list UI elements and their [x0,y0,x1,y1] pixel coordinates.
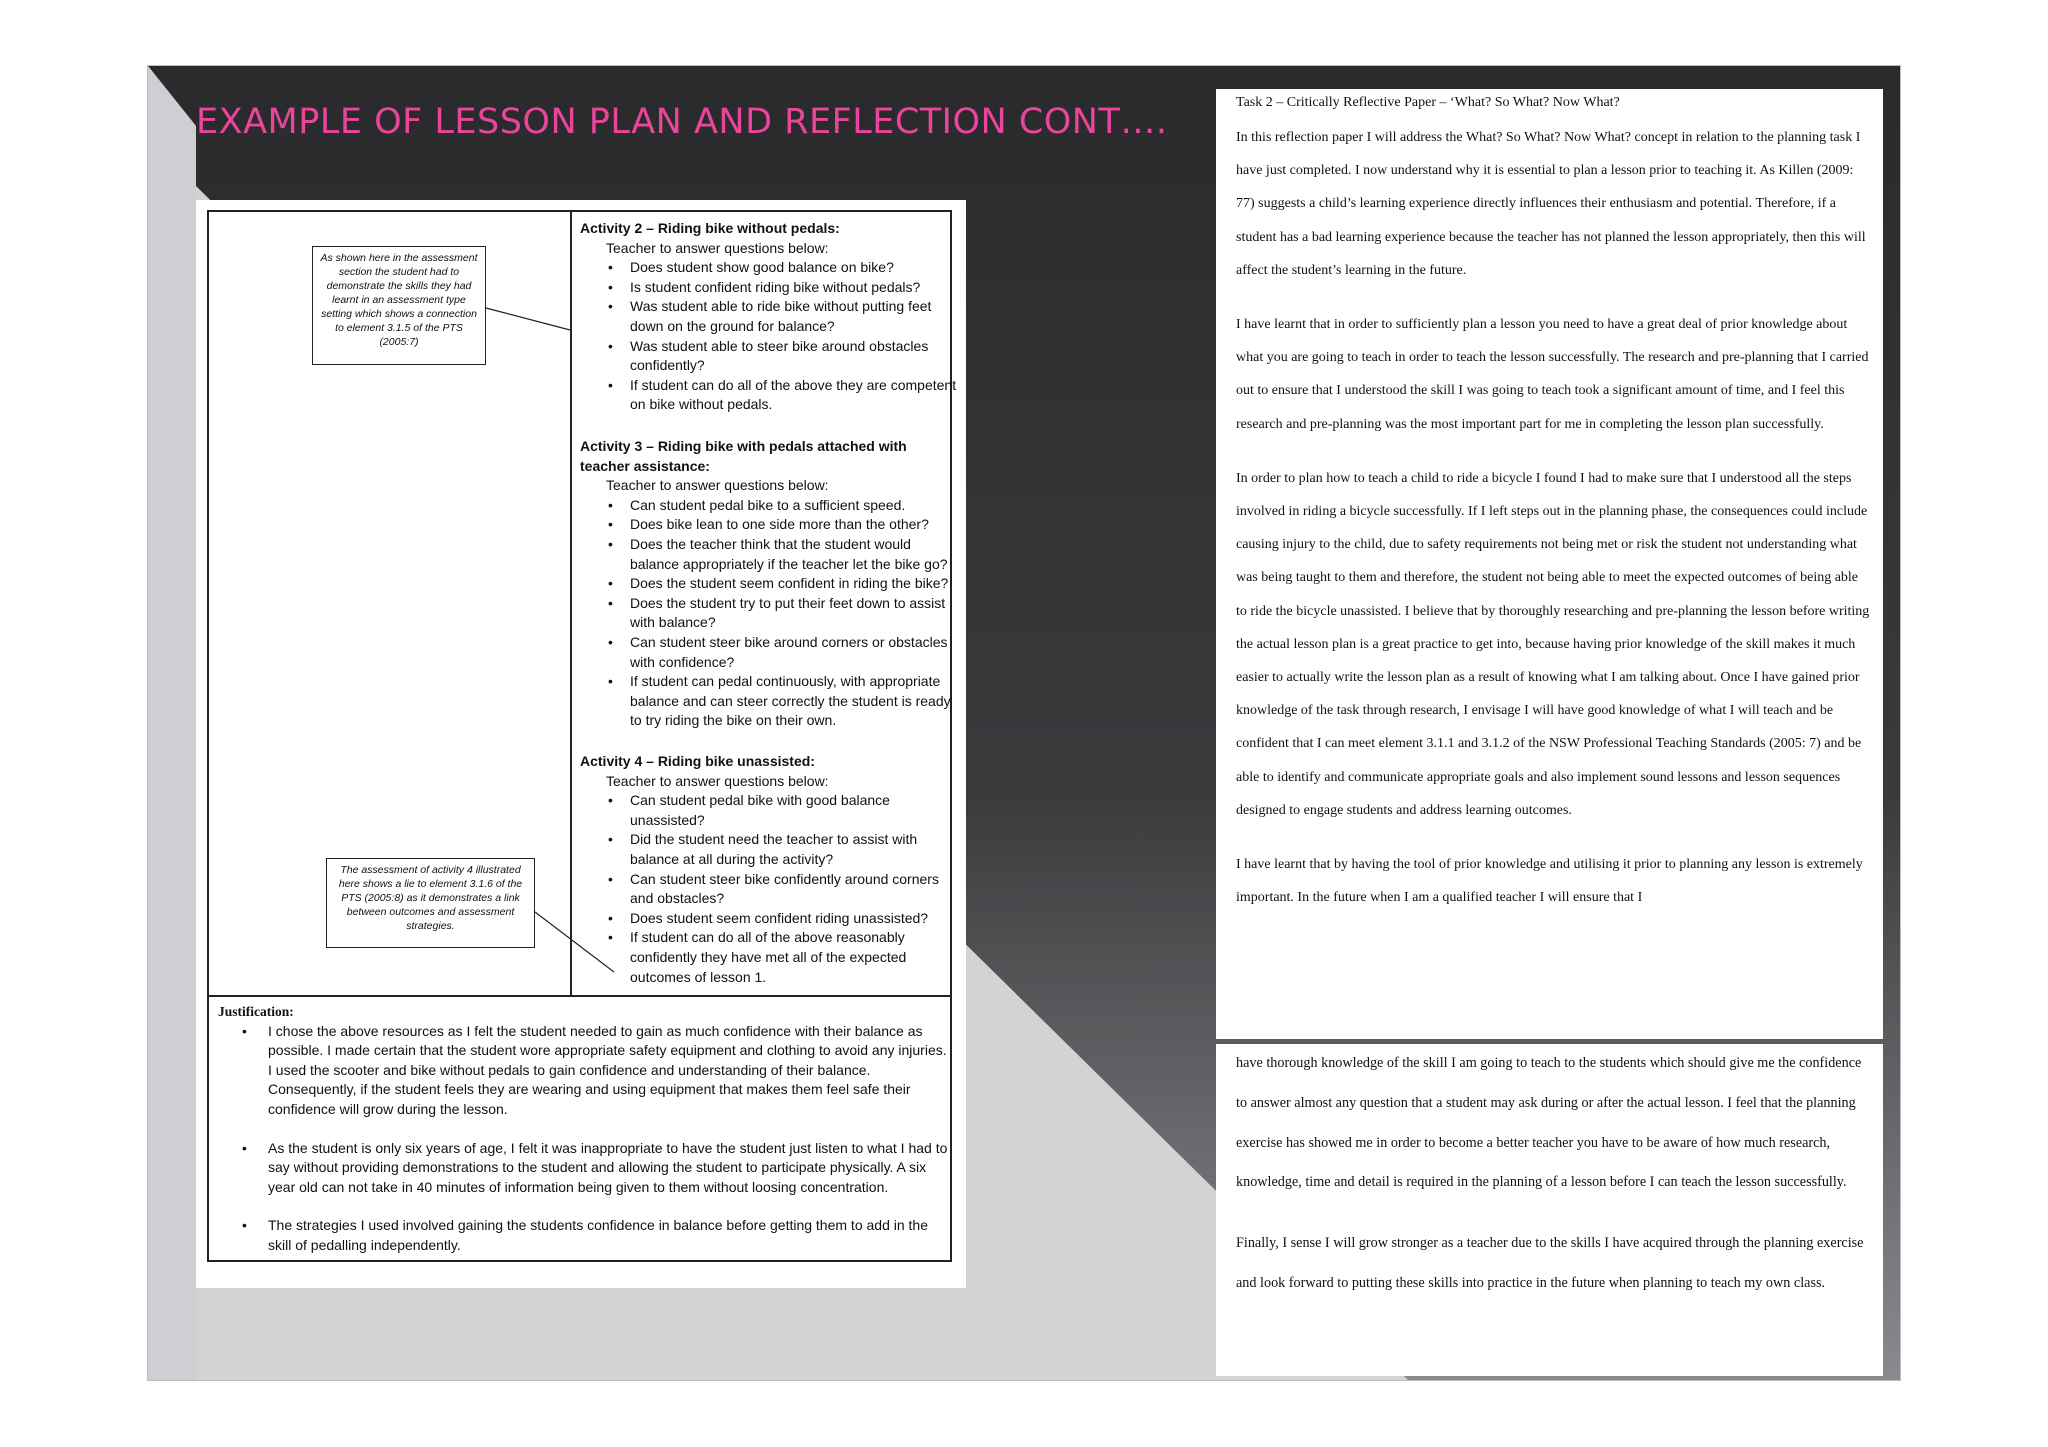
activity-title: Activity 3 – Riding bike with pedals attached with teacher assistance: [580,438,907,474]
reflection-paragraph: Finally, I sense I will grow stronger as a teacher due to the skills I have acquired through the planning exercise and look forward to putting these skills into practice in the future when planning to teach my own class. [1236,1235,1864,1291]
activity-intro: Teacher to answer questions below: [606,239,829,256]
question-item: • Was student able to ride bike without putting feet down on the ground for balance? [580,297,960,336]
slide [148,66,1900,1380]
question-item: • Did the student need the teacher to assist with balance at all during the activity? [580,830,960,869]
activity-intro: Teacher to answer questions below: [606,477,829,494]
reflection-paragraph: have thorough knowledge of the skill I am going to teach to the students which should give me the confidence to answer almost any question that a student may ask during or after the actual lesson. I feel that the planning exercise has showed me in order to become a better teacher you have to be aware of how much research, knowledge, time and detail is required in the planning of a lesson before I can teach the lesson successfully. [1236,1055,1862,1191]
question-item: • Does student seem confident riding unassisted? [580,909,960,929]
justification-item: • The strategies I used involved gaining the students confidence in balance before getting them to add in the skill of pedalling independently. [218,1216,948,1255]
question-item: • Does the teacher think that the student would balance appropriately if the teacher let the bike go? [580,535,960,574]
slide-title: EXAMPLE OF LESSON PLAN AND REFLECTION CONT…. [196,102,1168,142]
activity-4 [580,752,960,987]
question-item: • Can student pedal bike to a sufficient speed. [580,496,960,516]
question-item: • If student can do all of the above reasonably confidently they have met all of the expected outcomes of lesson 1. [580,928,960,987]
question-item: • Does the student try to put their feet down to assist with balance? [580,594,960,633]
question-item: • If student can pedal continuously, with appropriate balance and can steer correctly the student is ready to try riding the bike on their own. [580,672,960,731]
connector-line-1 [486,308,570,330]
question-list [580,791,960,987]
reflection-paper-page-2 [1216,1044,1883,1376]
reflection-paper-page-1 [1216,89,1883,1039]
justification-list [218,1022,948,1256]
reflection-heading: Task 2 – Critically Reflective Paper – ‘What? So What? Now What? [1236,95,1620,110]
question-item: • Does bike lean to one side more than the other? [580,515,960,535]
question-item: • If student can do all of the above they are competent on bike without pedals. [580,376,960,415]
question-item: • Does the student seem confident in riding the bike? [580,574,960,594]
question-item: • Is student confident riding bike without pedals? [580,278,960,298]
reflection-paragraph: I have learnt that by having the tool of prior knowledge and utilising it prior to planning any lesson is extremely important. In the future when I am a qualified teacher I will ensure that I [1236,857,1863,906]
question-item: • Can student steer bike around corners or obstacles with confidence? [580,633,960,672]
activity-2 [580,219,960,415]
reflection-paragraph: In this reflection paper I will address the What? So What? Now What? concept in relation to the planning task I have just completed. I now understand why it is essential to plan a lesson prior to teaching it. As Killen (2009: 77) suggests a child’s learning experience directly influences their enthusiasm and potential. Therefore, if a student has a bad learning experience because the teacher has not planned the lesson appropriately, then this will affect the student’s learning in the future. [1236,130,1866,278]
activity-3 [580,437,960,731]
activity-title: Activity 4 – Riding bike unassisted: [580,753,815,769]
question-list [580,496,960,731]
question-item: • Was student able to steer bike around obstacles confidently? [580,337,960,376]
activity-title: Activity 2 – Riding bike without pedals: [580,220,840,236]
lesson-plan-table [207,210,957,1262]
assessment-note: As shown here in the assessment section the student had to demonstrate the skills they had learnt in an assessment type setting which shows a connection to element 3.1.5 of the PTS (2005:7) [312,246,486,365]
justification-item: • I chose the above resources as I felt the student needed to gain as much confidence with their balance as possible. I made certain that the student wore appropriate safety equipment and clothing to avoid any injuries. I used the scooter and bike without pedals to gain confidence and understanding of their balance. Consequently, if the student feels they are wearing and using equipment that makes them feel safe their confidence will grow during the lesson. [218,1022,948,1120]
activity-intro: Teacher to answer questions below: [606,772,829,789]
table-row-divider [209,995,950,997]
light-triangle [148,66,196,1380]
activity4-note: The assessment of activity 4 illustrated here shows a lie to element 3.1.6 of the PTS (2005:8) as it demonstrates a link between outcomes and assessment strategies. [326,858,535,948]
justification-item: • As the student is only six years of age, I felt it was inappropriate to have the student just listen to what I had to say without providing demonstrations to the student and allowing the student to participate physically. A six year old can not take in 40 minutes of information being given to them without loosing concentration. [218,1139,948,1198]
reflection-paragraph: I have learnt that in order to sufficiently plan a lesson you need to have a great deal of prior knowledge about what you are going to teach in order to teach the lesson successfully. The research and pre-planning that I carried out to ensure that I understood the skill I was going to teach took a significant amount of time, and I feel this research and pre-planning was the most important part for me in completing the lesson plan successfully. [1236,317,1869,432]
justification-section [218,1002,948,1275]
justification-title: Justification: [218,1004,294,1019]
lesson-plan-page [196,200,966,1288]
question-item: • Can student steer bike confidently around corners and obstacles? [580,870,960,909]
question-list [580,258,960,415]
question-item: • Can student pedal bike with good balance unassisted? [580,791,960,830]
question-item: • Does student show good balance on bike? [580,258,960,278]
reflection-paragraph: In order to plan how to teach a child to ride a bicycle I found I had to make sure that I understood all the steps involved in riding a bicycle successfully. If I left steps out in the planning phase, the consequences could include causing injury to the child, due to safety requirements not being met or risk the student not understanding what was being taught to them and therefore, the student not being able to meet the expected outcomes of being able to ride the bicycle unassisted. I believe that by thoroughly researching and pre-planning the lesson before writing the actual lesson plan is a great practice to get into, because having prior knowledge of the skill makes it much easier to actually write the lesson plan as a result of knowing what I am talking about. Once I have gained prior knowledge of the task through research, I envisage I will have good knowledge of what I will teach and be confident that I can meet element 3.1.1 and 3.1.2 of the NSW Professional Teaching Standards (2005: 7) and be able to identify and communicate appropriate goals and also implement sound lessons and lesson sequences designed to engage students and address learning outcomes. [1236,470,1870,818]
